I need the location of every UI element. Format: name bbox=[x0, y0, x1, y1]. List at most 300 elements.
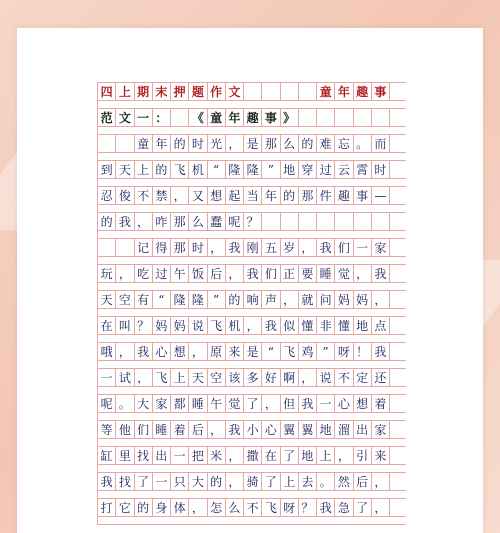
grid-cell: 地 bbox=[354, 317, 372, 334]
grid-cell: 的 bbox=[153, 161, 171, 178]
grid-cell: 似 bbox=[281, 317, 299, 334]
grid-cell: 想 bbox=[354, 395, 372, 412]
grid-cell: ， bbox=[208, 421, 226, 438]
grid-cell: ， bbox=[335, 447, 353, 464]
grid-cell: ” bbox=[262, 161, 280, 178]
grid-gap bbox=[98, 101, 406, 109]
grid-cell: 隆 bbox=[244, 161, 262, 178]
grid-cell: 上 bbox=[171, 369, 189, 386]
grid-cell: 后 bbox=[189, 421, 207, 438]
grid-cell: 事 bbox=[372, 83, 390, 100]
grid-cell: 天 bbox=[116, 161, 134, 178]
grid-cell bbox=[354, 109, 372, 126]
grid-cell: 题 bbox=[189, 83, 207, 100]
grid-cell: 饭 bbox=[189, 265, 207, 282]
grid-cell: 不 bbox=[135, 187, 153, 204]
grid-cell: 我 bbox=[98, 473, 116, 490]
grid-cell: ， bbox=[226, 265, 244, 282]
text-row bbox=[98, 473, 406, 491]
grid-cell: 翼 bbox=[299, 421, 317, 438]
grid-cell: 鸡 bbox=[299, 343, 317, 360]
grid-cell: 我 bbox=[372, 343, 390, 360]
grid-cell: 非 bbox=[317, 317, 335, 334]
grid-cell: 要 bbox=[299, 265, 317, 282]
grid-cell: 去 bbox=[299, 473, 317, 490]
grid-cell: 过 bbox=[317, 161, 335, 178]
grid-cell bbox=[299, 109, 317, 126]
grid-cell: 大 bbox=[135, 395, 153, 412]
grid-cell: 么 bbox=[189, 213, 207, 230]
grid-cell: 小 bbox=[244, 421, 262, 438]
grid-cell: 呢 bbox=[226, 213, 244, 230]
grid-gap bbox=[98, 361, 406, 369]
grid-cell: 。 bbox=[116, 395, 134, 412]
grid-cell: 俊 bbox=[116, 187, 134, 204]
grid-cell: 出 bbox=[354, 421, 372, 438]
grid-cell: 地 bbox=[281, 161, 299, 178]
grid-cell: 趣 bbox=[354, 83, 372, 100]
grid-gap bbox=[98, 465, 406, 473]
text-row bbox=[98, 291, 406, 309]
grid-cell: 记 bbox=[135, 239, 153, 256]
grid-cell: 哦 bbox=[98, 343, 116, 360]
grid-cell: 年 bbox=[226, 109, 244, 126]
grid-cell: 们 bbox=[262, 265, 280, 282]
grid-cell bbox=[372, 213, 390, 230]
grid-cell: 心 bbox=[262, 421, 280, 438]
grid-cell bbox=[335, 213, 353, 230]
grid-cell: 机 bbox=[226, 317, 244, 334]
grid-cell: ， bbox=[135, 369, 153, 386]
grid-gap bbox=[98, 283, 406, 291]
grid-cell: 急 bbox=[335, 499, 353, 516]
grid-cell: 飞 bbox=[171, 161, 189, 178]
grid-cell: 上 bbox=[135, 161, 153, 178]
grid-cell: 是 bbox=[244, 343, 262, 360]
grid-cell: 觉 bbox=[335, 265, 353, 282]
grid-cell: 他 bbox=[116, 421, 134, 438]
grid-cell: 啊 bbox=[281, 369, 299, 386]
grid-cell: 的 bbox=[299, 135, 317, 152]
grid-cell: 我 bbox=[317, 499, 335, 516]
grid-cell: ， bbox=[281, 291, 299, 308]
grid-cell: 呢 bbox=[98, 395, 116, 412]
grid-cell: 么 bbox=[281, 135, 299, 152]
grid-cell bbox=[299, 83, 317, 100]
grid-cell: 。 bbox=[317, 473, 335, 490]
grid-cell: 了 bbox=[281, 447, 299, 464]
grid-cell bbox=[262, 83, 280, 100]
grid-cell: 了 bbox=[244, 395, 262, 412]
grid-cell: 到 bbox=[98, 161, 116, 178]
grid-cell: 时 bbox=[189, 239, 207, 256]
grid-cell: 出 bbox=[153, 447, 171, 464]
grid-cell: 想 bbox=[171, 343, 189, 360]
grid-cell: 我 bbox=[262, 317, 280, 334]
grid-cell: 睡 bbox=[153, 421, 171, 438]
grid-cell: ： bbox=[153, 109, 171, 126]
grid-cell: 又 bbox=[189, 187, 207, 204]
grid-cell: 穿 bbox=[299, 161, 317, 178]
grid-cell: 时 bbox=[372, 161, 390, 178]
grid-cell: 体 bbox=[171, 499, 189, 516]
grid-cell: 等 bbox=[98, 421, 116, 438]
grid-cell: 里 bbox=[116, 447, 134, 464]
grid-cell: 午 bbox=[208, 395, 226, 412]
grid-gap bbox=[98, 179, 406, 187]
grid-cell: 五 bbox=[262, 239, 280, 256]
grid-cell: 了 bbox=[135, 473, 153, 490]
grid-cell: 过 bbox=[153, 265, 171, 282]
grid-cell: ， bbox=[354, 265, 372, 282]
grid-cell: 家 bbox=[153, 395, 171, 412]
grid-cell: 飞 bbox=[281, 343, 299, 360]
grid-cell: 呀 bbox=[281, 499, 299, 516]
grid-cell: 范 bbox=[98, 109, 116, 126]
grid-cell: 的 bbox=[226, 291, 244, 308]
grid-cell: 但 bbox=[281, 395, 299, 412]
grid-cell: 事 bbox=[354, 187, 372, 204]
grid-cell: 那 bbox=[171, 213, 189, 230]
grid-gap bbox=[98, 309, 406, 317]
grid-cell: 妈 bbox=[335, 291, 353, 308]
grid-cell: 妈 bbox=[153, 317, 171, 334]
grid-cell: 文 bbox=[116, 109, 134, 126]
grid-cell: 我 bbox=[299, 395, 317, 412]
grid-cell: 缸 bbox=[98, 447, 116, 464]
grid-gap bbox=[98, 127, 406, 135]
text-row bbox=[98, 499, 406, 517]
grid-cell: 那 bbox=[171, 239, 189, 256]
grid-cell bbox=[116, 135, 134, 152]
grid-cell: 我 bbox=[372, 265, 390, 282]
grid-cell bbox=[244, 83, 262, 100]
text-row bbox=[98, 239, 406, 257]
grid-cell: 原 bbox=[208, 343, 226, 360]
grid-cell: 大 bbox=[189, 473, 207, 490]
grid-cell: ， bbox=[299, 369, 317, 386]
grid-cell: 想 bbox=[208, 187, 226, 204]
grid-cell: 心 bbox=[153, 343, 171, 360]
grid-cell: 年 bbox=[153, 135, 171, 152]
grid-cell bbox=[116, 239, 134, 256]
grid-cell: ？ bbox=[299, 499, 317, 516]
grid-cell: 刚 bbox=[244, 239, 262, 256]
grid-cell: 上 bbox=[281, 473, 299, 490]
grid-cell: 叫 bbox=[116, 317, 134, 334]
grid-cell: 怎 bbox=[208, 499, 226, 516]
composition-grid bbox=[97, 82, 406, 525]
grid-cell: 当 bbox=[244, 187, 262, 204]
grid-cell: 的 bbox=[281, 187, 299, 204]
grid-gap bbox=[98, 387, 406, 395]
grid-cell: — bbox=[372, 187, 390, 204]
grid-cell: 撒 bbox=[244, 447, 262, 464]
grid-cell: 响 bbox=[244, 291, 262, 308]
grid-cell: 我 bbox=[226, 421, 244, 438]
grid-cell: 那 bbox=[262, 135, 280, 152]
grid-cell: 只 bbox=[171, 473, 189, 490]
grid-cell: 趣 bbox=[244, 109, 262, 126]
grid-cell: 天 bbox=[189, 369, 207, 386]
grid-cell: ， bbox=[226, 473, 244, 490]
text-row bbox=[98, 369, 406, 387]
grid-cell: 我 bbox=[317, 239, 335, 256]
grid-cell: 难 bbox=[317, 135, 335, 152]
grid-cell: 得 bbox=[153, 239, 171, 256]
text-row bbox=[98, 265, 406, 283]
grid-cell: 期 bbox=[135, 83, 153, 100]
grid-gap bbox=[98, 517, 406, 525]
grid-cell: 机 bbox=[189, 161, 207, 178]
grid-cell: 《 bbox=[189, 109, 207, 126]
grid-cell: 的 bbox=[208, 473, 226, 490]
grid-cell bbox=[299, 213, 317, 230]
grid-cell: 午 bbox=[171, 265, 189, 282]
grid-cell: 声 bbox=[262, 291, 280, 308]
grid-cell bbox=[372, 109, 390, 126]
grid-cell: “ bbox=[208, 161, 226, 178]
grid-cell: 玩 bbox=[98, 265, 116, 282]
grid-cell: 在 bbox=[262, 447, 280, 464]
grid-cell: ？ bbox=[135, 317, 153, 334]
grid-cell: 的 bbox=[171, 135, 189, 152]
grid-cell: 飞 bbox=[262, 499, 280, 516]
grid-cell: 了 bbox=[262, 473, 280, 490]
grid-cell: 飞 bbox=[153, 369, 171, 386]
grid-cell: 文 bbox=[226, 83, 244, 100]
grid-cell: 岁 bbox=[281, 239, 299, 256]
grid-cell: 。 bbox=[354, 135, 372, 152]
grid-cell: 隆 bbox=[189, 291, 207, 308]
grid-cell: “ bbox=[153, 291, 171, 308]
text-row bbox=[98, 213, 406, 231]
grid-cell: 我 bbox=[226, 239, 244, 256]
grid-cell: 么 bbox=[226, 499, 244, 516]
grid-cell bbox=[335, 109, 353, 126]
grid-cell: 押 bbox=[171, 83, 189, 100]
grid-cell: 试 bbox=[116, 369, 134, 386]
grid-gap bbox=[98, 205, 406, 213]
grid-cell: 骑 bbox=[244, 473, 262, 490]
grid-cell: “ bbox=[262, 343, 280, 360]
grid-cell: 后 bbox=[354, 473, 372, 490]
grid-cell: 一 bbox=[98, 369, 116, 386]
grid-cell: 打 bbox=[98, 499, 116, 516]
grid-cell: ， bbox=[135, 213, 153, 230]
grid-cell: 好 bbox=[262, 369, 280, 386]
grid-cell: 一 bbox=[354, 239, 372, 256]
grid-cell: 童 bbox=[208, 109, 226, 126]
grid-cell: 找 bbox=[135, 447, 153, 464]
grid-cell: 一 bbox=[317, 395, 335, 412]
grid-cell: 们 bbox=[135, 421, 153, 438]
grid-cell: ， bbox=[116, 265, 134, 282]
grid-cell: 米 bbox=[208, 447, 226, 464]
text-row bbox=[98, 395, 406, 413]
grid-cell: 隆 bbox=[171, 291, 189, 308]
grid-gap bbox=[98, 257, 406, 265]
grid-cell: 隆 bbox=[226, 161, 244, 178]
grid-cell bbox=[98, 239, 116, 256]
grid-cell: 趣 bbox=[335, 187, 353, 204]
grid-cell: 四 bbox=[98, 83, 116, 100]
grid-cell bbox=[281, 83, 299, 100]
grid-cell: 懂 bbox=[335, 317, 353, 334]
grid-cell: 身 bbox=[153, 499, 171, 516]
grid-cell: ， bbox=[262, 395, 280, 412]
grid-cell: 忍 bbox=[98, 187, 116, 204]
grid-cell: 引 bbox=[354, 447, 372, 464]
grid-cell: 霄 bbox=[354, 161, 372, 178]
grid-gap bbox=[98, 439, 406, 447]
grid-cell: ， bbox=[226, 135, 244, 152]
text-row bbox=[98, 421, 406, 439]
grid-cell: ！ bbox=[354, 343, 372, 360]
grid-cell: 翼 bbox=[281, 421, 299, 438]
grid-cell: 地 bbox=[299, 447, 317, 464]
grid-cell: 妈 bbox=[354, 291, 372, 308]
grid-cell: 空 bbox=[208, 369, 226, 386]
grid-cell: ， bbox=[189, 343, 207, 360]
grid-cell: 禁 bbox=[153, 187, 171, 204]
text-row bbox=[98, 135, 406, 153]
grid-cell: 童 bbox=[135, 135, 153, 152]
header-row bbox=[98, 83, 406, 101]
grid-cell: 而 bbox=[372, 135, 390, 152]
grid-cell: 是 bbox=[244, 135, 262, 152]
grid-cell: 上 bbox=[116, 83, 134, 100]
grid-cell: 地 bbox=[317, 421, 335, 438]
grid-cell: 说 bbox=[317, 369, 335, 386]
grid-cell: 末 bbox=[153, 83, 171, 100]
grid-cell: 云 bbox=[335, 161, 353, 178]
grid-cell: 空 bbox=[116, 291, 134, 308]
grid-cell: 妈 bbox=[171, 317, 189, 334]
grid-cell: ， bbox=[189, 499, 207, 516]
grid-cell: 睡 bbox=[317, 265, 335, 282]
grid-cell: 着 bbox=[171, 421, 189, 438]
grid-cell: 呀 bbox=[335, 343, 353, 360]
grid-cell: 都 bbox=[171, 395, 189, 412]
grid-cell: 就 bbox=[299, 291, 317, 308]
grid-cell: 还 bbox=[372, 369, 390, 386]
grid-cell: ， bbox=[208, 239, 226, 256]
grid-cell: 定 bbox=[354, 369, 372, 386]
grid-cell bbox=[281, 213, 299, 230]
grid-cell: 说 bbox=[189, 317, 207, 334]
grid-cell: 我 bbox=[244, 265, 262, 282]
grid-gap bbox=[98, 491, 406, 499]
grid-cell: 来 bbox=[372, 447, 390, 464]
grid-cell: 了 bbox=[354, 499, 372, 516]
grid-cell: ” bbox=[208, 291, 226, 308]
grid-cell: 溜 bbox=[335, 421, 353, 438]
grid-cell: 正 bbox=[281, 265, 299, 282]
grid-cell: 一 bbox=[171, 447, 189, 464]
grid-cell: 然 bbox=[335, 473, 353, 490]
grid-cell: 年 bbox=[335, 83, 353, 100]
text-row bbox=[98, 447, 406, 465]
grid-cell: 年 bbox=[262, 187, 280, 204]
text-row bbox=[98, 161, 406, 179]
grid-cell: 我 bbox=[135, 343, 153, 360]
grid-cell: 着 bbox=[372, 395, 390, 412]
grid-cell: 该 bbox=[226, 369, 244, 386]
grid-cell bbox=[98, 135, 116, 152]
text-row bbox=[98, 343, 406, 361]
grid-cell: 后 bbox=[208, 265, 226, 282]
grid-cell: 懂 bbox=[299, 317, 317, 334]
grid-cell: 家 bbox=[372, 421, 390, 438]
grid-cell: 起 bbox=[226, 187, 244, 204]
grid-cell: 觉 bbox=[226, 395, 244, 412]
text-row bbox=[98, 187, 406, 205]
grid-gap bbox=[98, 153, 406, 161]
grid-cell: ， bbox=[372, 473, 390, 490]
grid-cell: 咋 bbox=[153, 213, 171, 230]
grid-cell: 蠢 bbox=[208, 213, 226, 230]
grid-cell: 那 bbox=[299, 187, 317, 204]
grid-cell: 家 bbox=[372, 239, 390, 256]
grid-cell: 不 bbox=[244, 499, 262, 516]
grid-cell: 我 bbox=[116, 213, 134, 230]
grid-cell: 点 bbox=[372, 317, 390, 334]
grid-cell: 忘 bbox=[335, 135, 353, 152]
grid-cell: 作 bbox=[208, 83, 226, 100]
grid-cell: 天 bbox=[98, 291, 116, 308]
grid-cell: 事 bbox=[262, 109, 280, 126]
grid-cell: 的 bbox=[135, 499, 153, 516]
grid-cell bbox=[317, 109, 335, 126]
grid-cell: 吃 bbox=[135, 265, 153, 282]
grid-cell: ， bbox=[116, 343, 134, 360]
grid-cell: ， bbox=[171, 187, 189, 204]
title-row bbox=[98, 109, 406, 127]
grid-cell: 一 bbox=[135, 109, 153, 126]
grid-cell: 问 bbox=[317, 291, 335, 308]
grid-cell: ， bbox=[299, 239, 317, 256]
grid-cell: 在 bbox=[98, 317, 116, 334]
grid-cell: 飞 bbox=[208, 317, 226, 334]
grid-cell: ， bbox=[372, 499, 390, 516]
grid-cell: 光 bbox=[208, 135, 226, 152]
grid-cell: 的 bbox=[98, 213, 116, 230]
grid-cell: 有 bbox=[135, 291, 153, 308]
grid-cell: 上 bbox=[317, 447, 335, 464]
grid-cell: 心 bbox=[335, 395, 353, 412]
grid-cell: 一 bbox=[153, 473, 171, 490]
grid-cell: 睡 bbox=[189, 395, 207, 412]
grid-cell bbox=[171, 109, 189, 126]
grid-cell bbox=[317, 213, 335, 230]
grid-cell: 把 bbox=[189, 447, 207, 464]
grid-gap bbox=[98, 231, 406, 239]
grid-cell: 多 bbox=[244, 369, 262, 386]
grid-cell: 们 bbox=[335, 239, 353, 256]
grid-cell: 》 bbox=[281, 109, 299, 126]
composition-paper bbox=[17, 28, 483, 533]
grid-cell: 找 bbox=[116, 473, 134, 490]
grid-cell bbox=[262, 213, 280, 230]
text-row bbox=[98, 317, 406, 335]
grid-cell: 件 bbox=[317, 187, 335, 204]
grid-cell: ？ bbox=[244, 213, 262, 230]
grid-cell: ， bbox=[226, 447, 244, 464]
grid-cell bbox=[354, 213, 372, 230]
grid-gap bbox=[98, 413, 406, 421]
grid-cell: 来 bbox=[226, 343, 244, 360]
